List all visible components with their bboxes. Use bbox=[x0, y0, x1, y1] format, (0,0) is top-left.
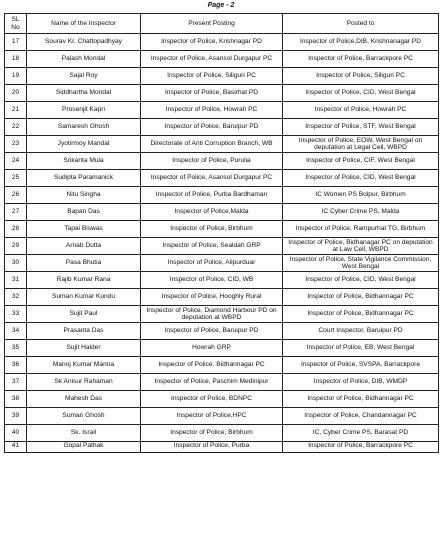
cell-present-posting: Inspector of Police, Sealdah GRP bbox=[141, 238, 283, 255]
cell-sl-no: 18 bbox=[5, 51, 27, 68]
cell-posted-to: Inspector of Police, STF, West Bengal bbox=[283, 119, 439, 136]
cell-inspector-name: Sudipta Paramanick bbox=[27, 170, 141, 187]
cell-posted-to: Inspector of Police, CIF, West Bengal bbox=[283, 153, 439, 170]
cell-sl-no: 32 bbox=[5, 289, 27, 306]
cell-sl-no: 28 bbox=[5, 221, 27, 238]
cell-inspector-name: Mahesh Das bbox=[27, 391, 141, 408]
cell-sl-no: 34 bbox=[5, 323, 27, 340]
table-row bbox=[5, 119, 439, 136]
cell-sl-no: 24 bbox=[5, 153, 27, 170]
cell-sl-no: 26 bbox=[5, 187, 27, 204]
cell-posted-to: Inspector of Police, State Vigilance Commission, West Bengal bbox=[283, 255, 439, 272]
cell-posted-to: Inspector of Police, EOW, West Bengal on deputation at Legal Cell, WBPD bbox=[283, 136, 439, 153]
cell-present-posting: Howrah GRP bbox=[141, 340, 283, 357]
cell-inspector-name: Pasa Bhutia bbox=[27, 255, 141, 272]
cell-sl-no: 17 bbox=[5, 34, 27, 51]
cell-inspector-name: Manoj Kumar Manna bbox=[27, 357, 141, 374]
cell-present-posting: Inspector of Police,Malda bbox=[141, 204, 283, 221]
cell-inspector-name: Palash Mondal bbox=[27, 51, 141, 68]
cell-present-posting: Inspector of Police, BDNPC bbox=[141, 391, 283, 408]
table-row bbox=[5, 238, 439, 255]
cell-inspector-name: Arnab Dutta bbox=[27, 238, 141, 255]
cell-present-posting: Inspector of Police, Hooghly Rural bbox=[141, 289, 283, 306]
column-header-sl-no: SL No bbox=[5, 14, 27, 34]
cell-sl-no: 39 bbox=[5, 408, 27, 425]
cell-inspector-name: Gopal Pathak bbox=[27, 442, 141, 453]
cell-inspector-name: Srikanta Mula bbox=[27, 153, 141, 170]
cell-present-posting: Inspector of Police, Purba Bardhaman bbox=[141, 187, 283, 204]
table-row bbox=[5, 170, 439, 187]
cell-present-posting: Inspector of Police, Birbhum bbox=[141, 221, 283, 238]
cell-present-posting: Inspector of Police, Krishnagar PD bbox=[141, 34, 283, 51]
cell-inspector-name: Sourav Kr. Chattopadhyay bbox=[27, 34, 141, 51]
table-row bbox=[5, 187, 439, 204]
cell-inspector-name: Sk. Israil bbox=[27, 425, 141, 442]
table-row bbox=[5, 272, 439, 289]
cell-sl-no: 22 bbox=[5, 119, 27, 136]
cell-sl-no: 41 bbox=[5, 442, 27, 453]
cell-posted-to: Inspector of Police, Siliguri PC bbox=[283, 68, 439, 85]
cell-inspector-name: Samaresh Ghosh bbox=[27, 119, 141, 136]
cell-sl-no: 20 bbox=[5, 85, 27, 102]
table-row bbox=[5, 323, 439, 340]
column-header-present-posting: Present Posting bbox=[141, 14, 283, 34]
cell-posted-to: Inspector of Police, Bidhannagar PC bbox=[283, 391, 439, 408]
cell-posted-to: Inspector of Police, Bidhannagar PC bbox=[283, 289, 439, 306]
cell-posted-to: Inspector of Police, CID, West Bengal bbox=[283, 85, 439, 102]
page-number-label: Page - 2 bbox=[207, 2, 235, 9]
table-row bbox=[5, 85, 439, 102]
cell-posted-to: Inspector of Police, Bidhannagar PC bbox=[283, 306, 439, 323]
cell-present-posting: Directorate of Anti Corruption Branch, WB bbox=[141, 136, 283, 153]
cell-sl-no: 29 bbox=[5, 238, 27, 255]
cell-sl-no: 35 bbox=[5, 340, 27, 357]
cell-inspector-name: Suman Ghosh bbox=[27, 408, 141, 425]
table-row bbox=[5, 51, 439, 68]
cell-present-posting: Inspector of Police, Purba bbox=[141, 442, 283, 453]
cell-inspector-name: Sajal Roy bbox=[27, 68, 141, 85]
cell-inspector-name: Sk Anisur Rahaman bbox=[27, 374, 141, 391]
cell-sl-no: 31 bbox=[5, 272, 27, 289]
cell-inspector-name: Nitu Singha bbox=[27, 187, 141, 204]
cell-posted-to: Inspector of Police, CID, West Bengal bbox=[283, 272, 439, 289]
cell-posted-to: Inspector of Police, Barrackpore PC bbox=[283, 51, 439, 68]
table-row bbox=[5, 357, 439, 374]
cell-posted-to: IC, Cyber Crime PS, Barasat PD bbox=[283, 425, 439, 442]
table-row bbox=[5, 204, 439, 221]
cell-present-posting: Inspector of Police, CID, WB bbox=[141, 272, 283, 289]
table-row bbox=[5, 340, 439, 357]
cell-posted-to: IC Women PS Bolpur, Birbhum bbox=[283, 187, 439, 204]
cell-posted-to: Inspector of Police, DIB, WMDP bbox=[283, 374, 439, 391]
cell-present-posting: Inspector of Police, Howrah PC bbox=[141, 102, 283, 119]
cell-present-posting: Inspector of Police, Siliguri PC bbox=[141, 68, 283, 85]
cell-present-posting: Inspector of Police, Diamond Harbour PD on deputation at WBPD bbox=[141, 306, 283, 323]
cell-posted-to: Court Inspector, Baruipur PD bbox=[283, 323, 439, 340]
cell-present-posting: Inspector of Police, Paschim Medinipur bbox=[141, 374, 283, 391]
cell-posted-to: Inspector of Police,DIB, Krishnanagar PD bbox=[283, 34, 439, 51]
cell-inspector-name: Suman Kumar Kundu bbox=[27, 289, 141, 306]
table-row bbox=[5, 442, 439, 453]
cell-inspector-name: Prosenjit Kapri bbox=[27, 102, 141, 119]
cell-present-posting: Inspector of Police, Asansol Durgapur PC bbox=[141, 170, 283, 187]
cell-sl-no: 38 bbox=[5, 391, 27, 408]
table-header-row bbox=[5, 14, 439, 34]
cell-sl-no: 21 bbox=[5, 102, 27, 119]
cell-sl-no: 37 bbox=[5, 374, 27, 391]
cell-inspector-name: Bapan Das bbox=[27, 204, 141, 221]
cell-inspector-name: Jyotirmoy Mandal bbox=[27, 136, 141, 153]
cell-posted-to: Inspector of Police, SVSPA, Barrackpore bbox=[283, 357, 439, 374]
cell-inspector-name: Sujit Halder bbox=[27, 340, 141, 357]
table-row bbox=[5, 374, 439, 391]
table-row bbox=[5, 255, 439, 272]
table-row bbox=[5, 34, 439, 51]
cell-present-posting: Inspector of Police,HPC bbox=[141, 408, 283, 425]
cell-present-posting: Inspector of Police, Baruipur PD bbox=[141, 119, 283, 136]
cell-inspector-name: Siddhartha Mondal bbox=[27, 85, 141, 102]
table-row bbox=[5, 306, 439, 323]
cell-posted-to: IC Cyber Crime PS, Malda bbox=[283, 204, 439, 221]
table-row bbox=[5, 221, 439, 238]
cell-posted-to: Inspector of Police, EB, West Bengal bbox=[283, 340, 439, 357]
table-row bbox=[5, 391, 439, 408]
cell-posted-to: Inspector of Police, Rampurhat TG, Birbhum bbox=[283, 221, 439, 238]
cell-inspector-name: Sujit Paul bbox=[27, 306, 141, 323]
table-row bbox=[5, 102, 439, 119]
cell-sl-no: 25 bbox=[5, 170, 27, 187]
table-row bbox=[5, 136, 439, 153]
cell-present-posting: Inspector of Police, Asansol Durgapur PC bbox=[141, 51, 283, 68]
cell-sl-no: 30 bbox=[5, 255, 27, 272]
transfer-table bbox=[4, 13, 439, 453]
column-header-name: Name of the Inspector bbox=[27, 14, 141, 34]
cell-present-posting: Inspector of Police, Basirhat PD bbox=[141, 85, 283, 102]
cell-posted-to: Inspector of Police, Howrah PC bbox=[283, 102, 439, 119]
table-row bbox=[5, 153, 439, 170]
table-row bbox=[5, 68, 439, 85]
cell-sl-no: 19 bbox=[5, 68, 27, 85]
table-row bbox=[5, 425, 439, 442]
cell-sl-no: 36 bbox=[5, 357, 27, 374]
table-body bbox=[5, 34, 439, 453]
cell-sl-no: 33 bbox=[5, 306, 27, 323]
cell-present-posting: Inspector of Police, Baruipur PD bbox=[141, 323, 283, 340]
cell-posted-to: Inspector of Police, CID, West Bengal bbox=[283, 170, 439, 187]
table-row bbox=[5, 408, 439, 425]
cell-present-posting: Inspector of Police, Birbhum bbox=[141, 425, 283, 442]
cell-sl-no: 23 bbox=[5, 136, 27, 153]
cell-sl-no: 27 bbox=[5, 204, 27, 221]
cell-present-posting: Inspector of Police, Alipurduar bbox=[141, 255, 283, 272]
cell-inspector-name: Rajib Kumar Rana bbox=[27, 272, 141, 289]
column-header-posted-to: Posted to bbox=[283, 14, 439, 34]
cell-sl-no: 40 bbox=[5, 425, 27, 442]
table-row bbox=[5, 289, 439, 306]
cell-inspector-name: Prasanta Das bbox=[27, 323, 141, 340]
cell-present-posting: Inspector of Police, Bidhannagar PC bbox=[141, 357, 283, 374]
cell-inspector-name: Tapai Biswas bbox=[27, 221, 141, 238]
cell-posted-to: Inspector of Police, Barrackpore PC bbox=[283, 442, 439, 453]
cell-present-posting: Inspector of Police, Purulia bbox=[141, 153, 283, 170]
cell-posted-to: Inspector of Police, Bidhanagar PC on deputation at Law Cell, WBPD bbox=[283, 238, 439, 255]
cell-posted-to: Inspector of Police, Chandannagar PC bbox=[283, 408, 439, 425]
